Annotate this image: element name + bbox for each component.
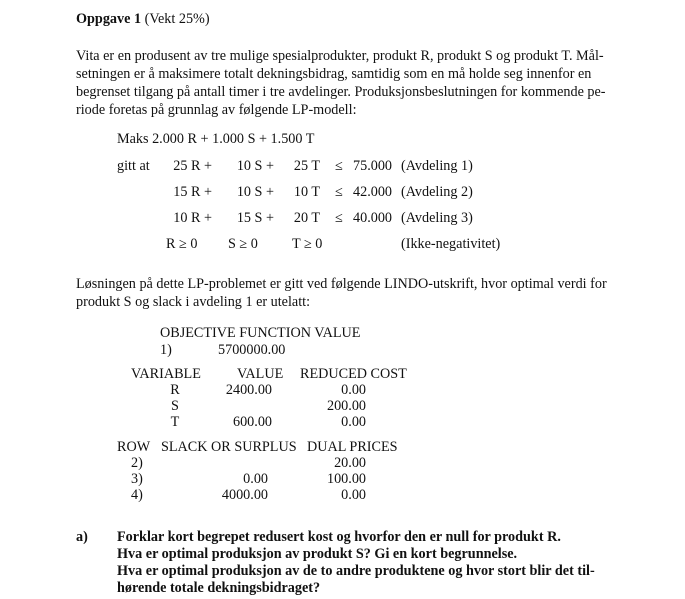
nonneg-t: T ≥ 0 bbox=[292, 236, 323, 252]
question-line: hørende totale dekningsbidraget? bbox=[117, 580, 321, 596]
row-dual-price: 20.00 bbox=[334, 455, 366, 471]
coef-r: 25 R + bbox=[173, 158, 212, 174]
objective-function: Maks 2.000 R + 1.000 S + 1.500 T bbox=[117, 131, 315, 147]
objective-header: OBJECTIVE FUNCTION VALUE bbox=[160, 325, 361, 341]
rhs-value: 40.000 bbox=[353, 210, 393, 226]
row-index: 4) bbox=[131, 487, 143, 503]
nonneg-r: R ≥ 0 bbox=[166, 236, 198, 252]
task-title: Oppgave 1 bbox=[76, 11, 142, 27]
variable-name: S bbox=[171, 398, 179, 414]
variable-name: T bbox=[170, 414, 180, 430]
intro-paragraph bbox=[76, 47, 616, 119]
dual-prices-header: DUAL PRICES bbox=[307, 439, 398, 455]
variable-value: 600.00 bbox=[232, 414, 272, 430]
intro-line: begrenset tilgang på antall timer i tre avdelinger. Produksjonsbeslutningen for kommende pe- bbox=[76, 84, 606, 100]
value-header: VALUE bbox=[237, 366, 284, 382]
question-line: Hva er optimal produksjon av produkt S? Gi en kort begrunnelse. bbox=[117, 546, 518, 562]
task-weight: (Vekt 25%) bbox=[141, 11, 210, 27]
nonneg-label: (Ikke-negativitet) bbox=[401, 236, 501, 252]
row-dual-price: 100.00 bbox=[326, 471, 366, 487]
coef-s: 15 S + bbox=[236, 210, 274, 226]
constraint-label: (Avdeling 3) bbox=[401, 210, 473, 226]
row-header: ROW bbox=[117, 439, 151, 455]
objective-index: 1) bbox=[160, 342, 172, 358]
coef-s: 10 S + bbox=[236, 184, 274, 200]
solution-line: Løsningen på dette LP-problemet er gitt ved følgende LINDO-utskrift, hvor optimal verdi for bbox=[76, 276, 607, 292]
solution-paragraph bbox=[76, 275, 616, 311]
coef-r: 15 R + bbox=[173, 184, 212, 200]
variable-reduced-cost: 200.00 bbox=[326, 398, 366, 414]
intro-line: setningen er å maksimere totalt dekningsbidrag, samtidig som en må holde seg innenfor en bbox=[76, 66, 592, 82]
solution-line: produkt S og slack i avdeling 1 er utelatt: bbox=[76, 294, 311, 310]
nonneg-s: S ≥ 0 bbox=[228, 236, 258, 252]
constraint-label: (Avdeling 2) bbox=[401, 184, 473, 200]
rhs-value: 42.000 bbox=[353, 184, 393, 200]
row-index: 2) bbox=[131, 455, 143, 471]
task-heading bbox=[76, 10, 210, 28]
reduced-cost-header: REDUCED COST bbox=[300, 366, 407, 382]
question-line: Hva er optimal produksjon av de to andre produktene og hvor stort blir det til- bbox=[117, 563, 595, 579]
row-slack: 0.00 bbox=[243, 471, 268, 487]
slack-header: SLACK OR SURPLUS bbox=[161, 439, 297, 455]
intro-line: Vita er en produsent av tre mulige spesialprodukter, produkt R, produkt S og produkt T. Mål- bbox=[76, 48, 604, 64]
variable-header: VARIABLE bbox=[131, 366, 201, 382]
coef-s: 10 S + bbox=[236, 158, 274, 174]
coef-t: 25 T bbox=[293, 158, 320, 174]
constraint-label: (Avdeling 1) bbox=[401, 158, 473, 174]
coef-r: 10 R + bbox=[173, 210, 212, 226]
variable-reduced-cost: 0.00 bbox=[341, 382, 366, 398]
leq-sign: ≤ bbox=[335, 184, 343, 200]
intro-line: riode foretas på grunnlag av følgende LP-modell: bbox=[76, 102, 357, 118]
question-label: a) bbox=[76, 529, 88, 545]
variable-reduced-cost: 0.00 bbox=[341, 414, 366, 430]
row-index: 3) bbox=[131, 471, 143, 487]
subject-to-label: gitt at bbox=[117, 158, 150, 174]
variable-name: R bbox=[170, 382, 180, 398]
rhs-value: 75.000 bbox=[353, 158, 393, 174]
leq-sign: ≤ bbox=[335, 210, 343, 226]
question-line: Forklar kort begrepet redusert kost og hvorfor den er null for produkt R. bbox=[117, 529, 561, 545]
row-dual-price: 0.00 bbox=[341, 487, 366, 503]
coef-t: 20 T bbox=[293, 210, 320, 226]
leq-sign: ≤ bbox=[335, 158, 343, 174]
coef-t: 10 T bbox=[293, 184, 320, 200]
row-slack: 4000.00 bbox=[221, 487, 268, 503]
objective-value: 5700000.00 bbox=[218, 342, 286, 358]
variable-value: 2400.00 bbox=[225, 382, 272, 398]
